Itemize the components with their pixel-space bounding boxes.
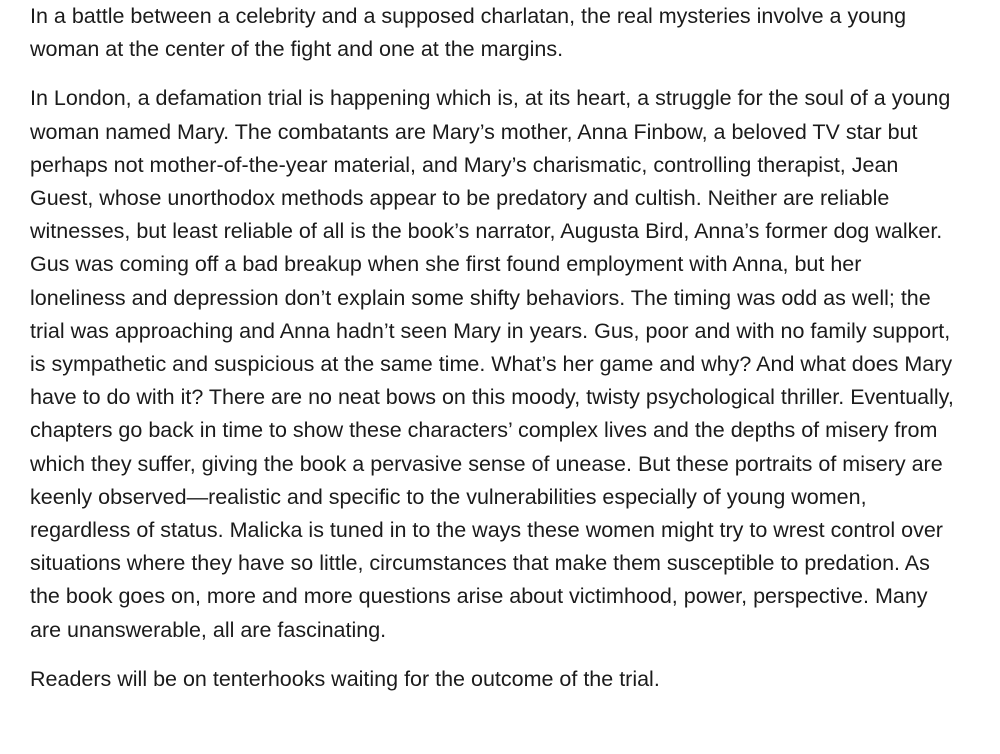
review-article xyxy=(30,0,960,696)
review-paragraph-intro: In a battle between a celebrity and a supposed charlatan, the real mysteries involve a young woman at the center of the fight and one at the margins. xyxy=(30,4,907,62)
review-paragraph-closing: Readers will be on tenterhooks waiting for the outcome of the trial. xyxy=(30,666,660,691)
review-paragraph-body: In London, a defamation trial is happening which is, at its heart, a struggle for the soul of a young woman named Mary. The combatants are Mary’s mother, Anna Finbow, a beloved TV star but perhaps not mother-of-the-year material, and Mary’s charismatic, controlling therapist, Jean Guest, whose unorthodox methods appear to be predatory and cultish. Neither are reliable witnesses, but least reliable of all is the book’s narrator, Augusta Bird, Anna’s former dog walker. Gus was coming off a bad breakup when she first found employment with Anna, but her loneliness and depression don’t explain some shifty behaviors. The timing was odd as well; the trial was approaching and Anna hadn’t seen Mary in years. Gus, poor and with no family support, is sympathetic and suspicious at the same time. What’s her game and why? And what does Mary have to do with it? There are no neat bows on this moody, twisty psychological thriller. Eventually, chapters go back in time to show these characters’ complex lives and the depths of misery from which they suffer, giving the book a pervasive sense of unease. But these portraits of misery are keenly observed—realistic and specific to the vulnerabilities especially of young women, regardless of status. Malicka is tuned in to the ways these women might try to wrest control over situations where they have so little, circumstances that make them susceptible to predation. As the book goes on, more and more questions arise about victimhood, power, perspective. Many are unanswerable, all are fascinating. xyxy=(30,86,954,642)
